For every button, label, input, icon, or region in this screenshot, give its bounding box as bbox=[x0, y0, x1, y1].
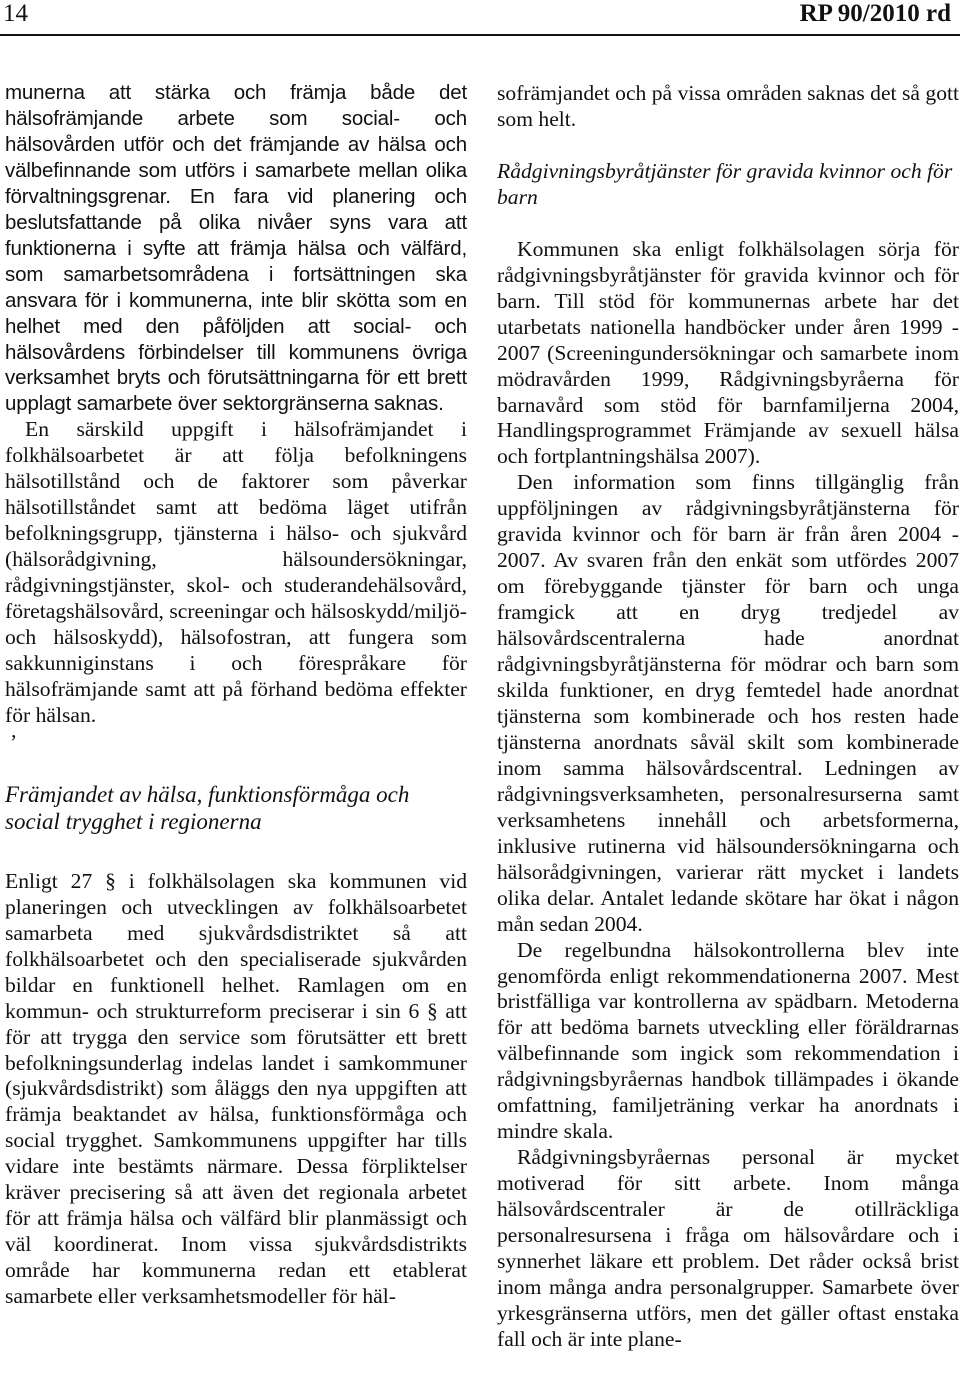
left-section-heading: Främjandet av hälsa, funktionsförmåga och social trygghet i regionerna bbox=[5, 781, 410, 834]
spacer bbox=[5, 755, 467, 781]
page-number: 14 bbox=[3, 0, 28, 27]
right-section-heading: Rådgivningsbyråtjänster för gravida kvinnor och för barn bbox=[497, 158, 953, 209]
right-paragraph-3: Den information som finns tillgänglig från uppföljningen av rådgivningsbyråtjänsterna för gravida kvinnor och för barn är från åren 2004 - 2007. Av svaren från den enkät som utfördes 2007 om förebyggande tjänster för barn och unga framgick att en dryg tredjedel av hälsovårdscentralerna hade anordnat rådgivningsbyråtjänsterna för mödrar och barn som skilda funktioner, en dryg femtedel hade anordnat tjänsterna som kombinerade och hos resten hade tjänsterna anordnats såväl skilt som kombinerade inom samma hälsovårdscentral. Ledningen av rådgivningsverksamheten, personalresurserna samt verksamhetens innehåll och arbetsformerna, inklusive rutinerna vid hälsoundersökningarna och hälsorådgivningen, varierar rätt mycket i landets olika delar. Antalet ledande skötare har ökat i någon mån sedan 2004. bbox=[497, 470, 959, 936]
right-column bbox=[497, 81, 959, 1353]
spacer bbox=[497, 211, 959, 237]
document-reference: RP 90/2010 rd bbox=[799, 0, 951, 27]
left-paragraph-2: En särskild uppgift i hälsofrämjandet i folkhälsoarbetet är att följa befolkningens hälsotillstånd och de faktorer som påverkar hälsotillståndet samt att bedöma läget utifrån befolkningsgrupp, tjänsterna i hälso- och sjukvård (hälsorådgivning, hälsoundersökningar, rådgivningstjänster, skol- och studerandehälsovård, företagshälsovård, screeningar och hälsoskydd/miljö- och hälsoskydd), hälsofostran, att fungera som sakkunniginstans i och förespråkare för hälsofrämjande samt att på förhand bedöma effekter för hälsan. bbox=[5, 417, 467, 727]
right-paragraph-5: Rådgivningsbyråernas personal är mycket motiverad för sitt arbete. Inom många hälsovårdscentraler är de otillräckliga personalresursena i fråga om hälsovårdare och i synnerhet läkare ett problem. Det råder också brist inom många andra personalgrupper. Samarbete över yrkesgränserna utförs, men det gäller oftast enstaka fall och är inte plane- bbox=[497, 1145, 959, 1351]
left-column bbox=[5, 80, 467, 1310]
spacer bbox=[497, 133, 959, 159]
header-rule bbox=[0, 34, 960, 36]
stray-mark: ’ bbox=[10, 729, 18, 754]
right-paragraph-2: Kommunen ska enligt folkhälsolagen sörja för rådgivningsbyråtjänster för gravida kvinnor och för barn. Till stöd för kommunernas arbete har det utarbetats nationella handböcker under åren 1999 - 2007 (Screeningundersökningar och samarbete inom mödravården 1999, Rådgivningsbyråerna för barnavård som stöd för barnfamiljerna 2004, Handlingsprogrammet Främjande av sexuell hälsa och fortplantningshälsa 2007). bbox=[497, 236, 959, 469]
page-header bbox=[0, 0, 960, 38]
left-paragraph-1: munerna att stärka och främja både det hälsofrämjande arbete som social- och hälsovården utför och det främjande av hälsa och välbefinnande som utförs i samarbete mellan olika förvaltningsgrenar. En fara vid planering och beslutsfattande på olika nivåer syns vara att funktionerna i syfte att främja hälsa och välfärd, som samarbetsområdena i fortsättningen ska ansvara för i kommunerna, inte blir skötta som en helhet med den påföljden att social- och hälsovårdens förbindelser till kommunens övriga verksamhet bryts och förutsättningarna för ett brett upplagt samarbete över sektorgränserna saknas. bbox=[5, 81, 467, 416]
left-paragraph-3: Enligt 27 § i folkhälsolagen ska kommunen vid planeringen och utvecklingen av folkhälsoarbetet samarbeta med sjukvårdsdistriktet så att folkhälsoarbetet och den specialiserade sjukvården bildar en funktionell helhet. Ramlagen om en kommun- och strukturreform preciserar i sin 6 § att för att trygga den service som förutsätter ett brett befolkningsunderlag indelas landet i samkommuner (sjukvårdsdistrikt) som åläggs den nya uppgiften att främja beaktandet av hälsa, funktionsförmåga och social trygghet. Samkommunens uppgifter har tills vidare inte bestämts närmare. Dessa förpliktelser kräver precisering så att även det regionala arbetet för att främja hälsa och välfärd blir planmässigt och väl koordinerat. Inom vissa sjukvårdsdistrikts område har kommunerna redan ett etablerat samarbete eller verksamhetsmodeller för häl- bbox=[5, 868, 467, 1309]
right-paragraph-4: De regelbundna hälsokontrollerna blev inte genomförda enligt rekommendationerna 2007. Mest bristfälliga var kontrollerna av spädbarn. Metoderna för att bedöma barnets utveckling eller föräldrarnas välbefinnande som ingick som rekommendation i rådgivningsbyråernas handbok tillämpades i ökande omfattning, familjeträning verkar ha anordnats i mindre skala. bbox=[497, 937, 959, 1144]
right-paragraph-1: sofrämjandet och på vissa områden saknas det så gott som helt. bbox=[497, 81, 959, 131]
spacer bbox=[5, 835, 467, 869]
